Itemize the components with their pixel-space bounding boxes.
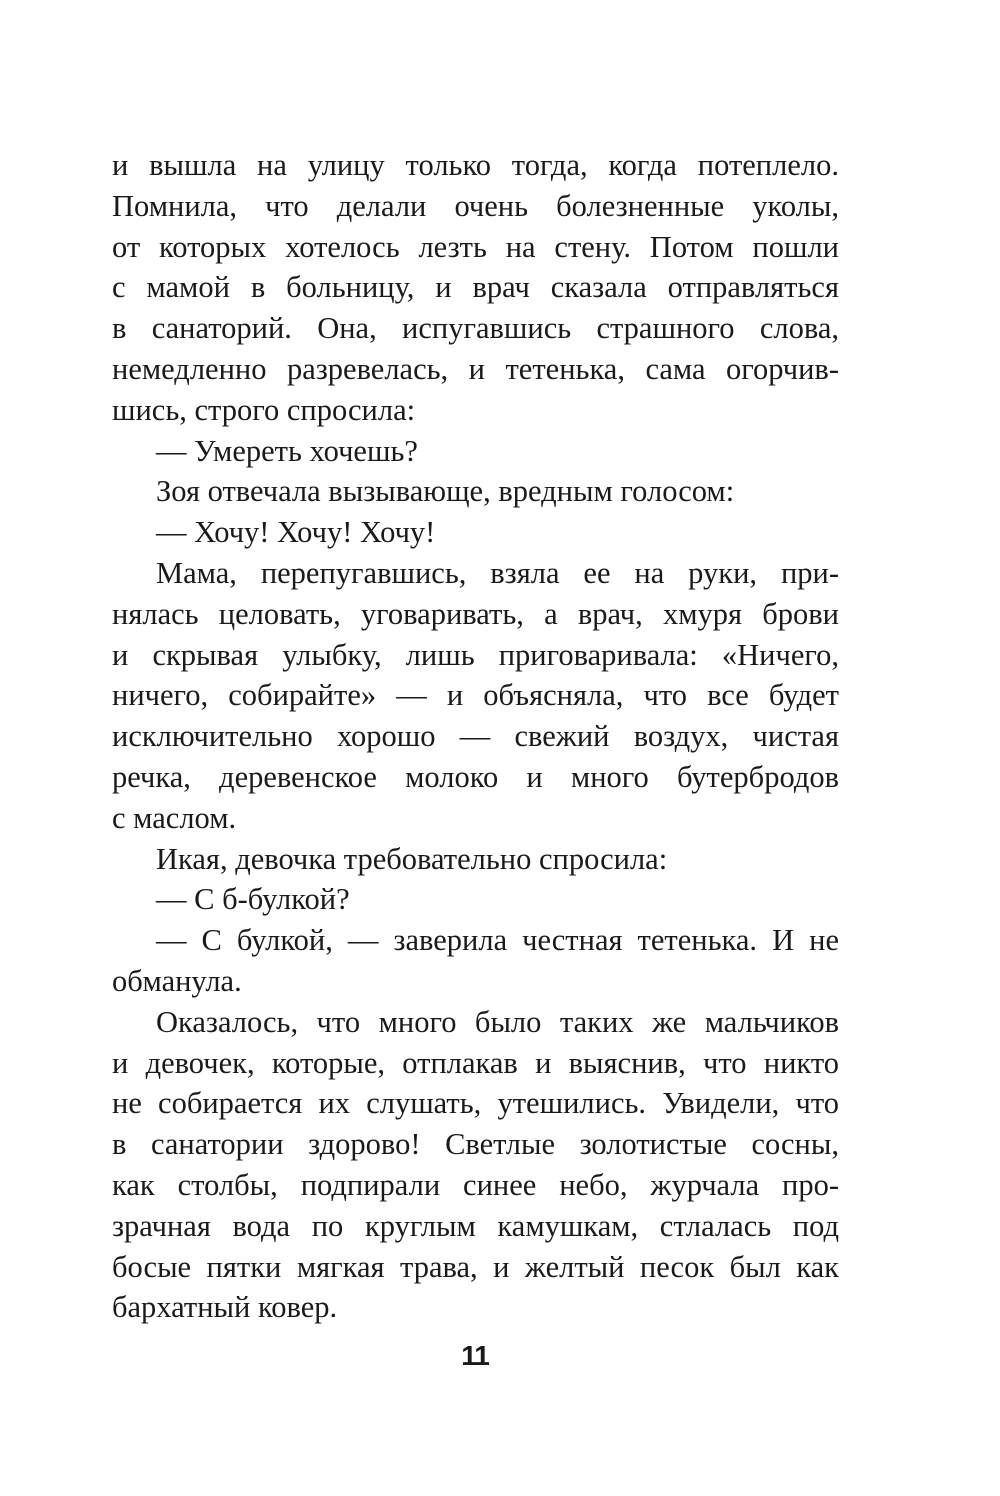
text-line: в санатории здорово! Светлые золотистые сосны, bbox=[112, 1127, 839, 1162]
text-line: с маслом. bbox=[112, 800, 237, 835]
text-line: зрачная вода по круглым камушкам, стлалась под bbox=[112, 1208, 839, 1243]
body-text bbox=[112, 145, 839, 1328]
text-line: исключительно хорошо — свежий воздух, чистая bbox=[112, 719, 839, 754]
text-line: ничего, собирайте» — и объясняла, что все будет bbox=[112, 678, 839, 713]
text-line: нялась целовать, уговаривать, а врач, хмуря брови bbox=[112, 596, 839, 631]
text-line: и скрывая улыбку, лишь приговаривала: «Ничего, bbox=[112, 637, 839, 672]
text-line: Икая, девочка требовательно спросила: bbox=[156, 841, 668, 876]
text-line: не собирается их слушать, утешились. Увидели, что bbox=[112, 1086, 839, 1121]
text-line: речка, деревенское молоко и много бутербродов bbox=[112, 759, 839, 794]
text-line: Зоя отвечала вызывающе, вредным голосом: bbox=[156, 474, 735, 509]
text-line: и девочек, которые, отплакав и выяснив, что никто bbox=[112, 1045, 839, 1080]
text-line: — С б-булкой? bbox=[156, 882, 350, 917]
text-line: и вышла на улицу только тогда, когда потеплело. bbox=[112, 148, 839, 182]
text-line: шись, строго спросила: bbox=[112, 392, 416, 427]
text-line: обманула. bbox=[112, 963, 242, 998]
text-line: — Умереть хочешь? bbox=[156, 433, 418, 468]
text-line: от которых хотелось лезть на стену. Потом пошли bbox=[112, 229, 839, 264]
text-line: Помнила, что делали очень болезненные уколы, bbox=[112, 188, 839, 223]
text-line: немедленно разревелась, и тетенька, сама огорчив- bbox=[112, 351, 839, 386]
page-number: 11 bbox=[461, 1340, 489, 1371]
text-line: как столбы, подпирали синее небо, журчала про- bbox=[112, 1167, 839, 1202]
text-line: с мамой в больницу, и врач сказала отправляться bbox=[112, 270, 839, 305]
text-line: — С булкой, — заверила честная тетенька. И не bbox=[156, 923, 839, 958]
text-line: — Хочу! Хочу! Хочу! bbox=[156, 515, 436, 550]
text-line: Мама, перепугавшись, взяла ее на руки, при- bbox=[156, 555, 839, 590]
text-line: бархатный ковер. bbox=[112, 1290, 338, 1325]
text-line: босые пятки мягкая трава, и желтый песок был как bbox=[112, 1249, 839, 1284]
text-line: Оказалось, что много было таких же мальчиков bbox=[156, 1004, 839, 1039]
text-line: в санаторий. Она, испугавшись страшного слова, bbox=[112, 311, 839, 346]
